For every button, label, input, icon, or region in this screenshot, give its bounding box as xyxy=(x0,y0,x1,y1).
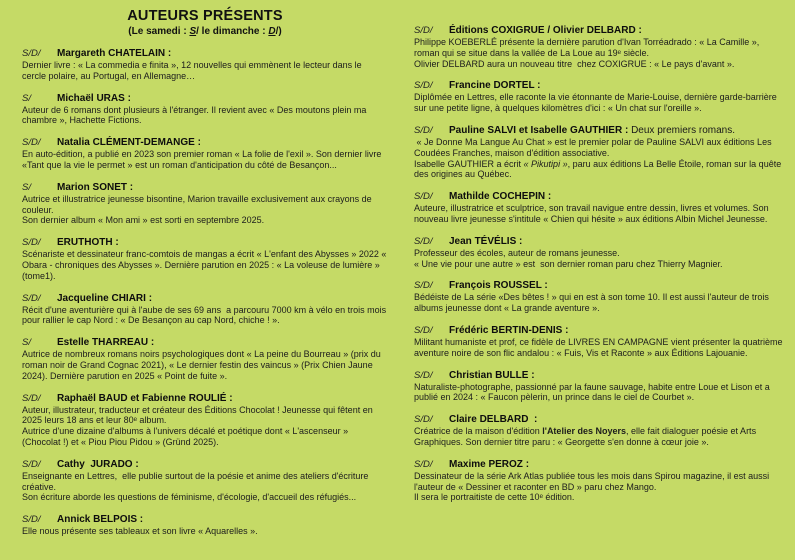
legend-middle: le dimanche : xyxy=(201,26,269,37)
author-entry xyxy=(22,459,388,503)
author-entry xyxy=(22,182,388,226)
author-heading xyxy=(414,25,787,37)
author-description: Bédéiste de La série «Des bêtes ! » qui en est à son tome 10. Il est aussi l'auteur de trois albums jeunesse dont « La grande aventure ». xyxy=(414,292,772,314)
availability-label: S/D/ xyxy=(414,414,433,426)
author-heading xyxy=(22,48,388,60)
author-name: François ROUSSEL : xyxy=(449,280,548,292)
author-heading xyxy=(414,236,787,248)
author-entry xyxy=(414,325,787,359)
availability-label: S/D/ xyxy=(414,369,433,381)
schedule-legend xyxy=(22,26,388,37)
author-description: « Je Donne Ma Langue Au Chat » est le premier polar de Pauline SALVI aux éditions Les Coudées Franches, maison d'édition associative. Isabelle GAUTHIER a écrit « Pikutipi », paru aux éditions La Belle Étoile, roman sur la quête des origines au Québec. xyxy=(414,136,784,180)
author-heading xyxy=(414,80,787,92)
availability-label: S/D/ xyxy=(414,25,433,36)
author-description: Autrice de nombreux romans noirs psychologiques dont « La peine du Bourreau » (prix du roman noir de Grand Cognac 2021), « Le dernier festin des vaincus » (Prix Chien Jaune 2024). Dernière parution en 2025 « Point de fuite ». xyxy=(22,349,384,381)
author-description: Scénariste et dessinateur franc-comtois de mangas a écrit « L'enfant des Abysses » 2022 « Obara - chroniques des Abysses ». Dernière parution en 2025 : « La voleuse de lumière » (tome1). xyxy=(22,249,389,281)
availability-label: S/D/ xyxy=(22,48,41,59)
author-name-suffix: Deux premiers romans. xyxy=(628,124,735,136)
availability-label: S/D/ xyxy=(414,80,433,92)
availability-label: S/ xyxy=(22,337,31,349)
left-column xyxy=(22,8,388,556)
author-description: Professeur des écoles, auteur de romans jeunesse. « Une vie pour une autre » est son dernier roman paru chez Thierry Magnier. xyxy=(414,247,723,269)
author-entry xyxy=(414,280,787,314)
author-name: Cathy JURADO : xyxy=(57,458,139,470)
author-entry xyxy=(414,80,787,114)
availability-label: S/D/ xyxy=(22,137,41,149)
author-name: ERUTHOTH : xyxy=(57,237,119,249)
author-entry xyxy=(414,191,787,225)
author-heading xyxy=(22,337,388,349)
author-heading xyxy=(22,137,388,149)
availability-label: S/D/ xyxy=(414,324,433,336)
author-heading xyxy=(414,414,787,426)
author-description: En auto-édition, a publié en 2023 son premier roman « La folie de l'exil ». Son dernier livre «Tant que la vie le permet » est un roman d'anticipation du côté de Besançon... xyxy=(22,149,384,170)
availability-label: S/ xyxy=(22,181,31,193)
author-description: Auteur de 6 romans dont plusieurs à l'étranger. Il revient avec « Des moutons plein ma chambre », Hachette Fictions. xyxy=(22,104,369,126)
author-heading xyxy=(414,459,787,471)
availability-label: S/D/ xyxy=(22,292,41,304)
author-entry xyxy=(22,337,388,381)
author-name: Éditions COXIGRUE / Olivier DELBARD : xyxy=(449,25,642,36)
legend-sep2: /) xyxy=(275,26,282,37)
author-entry xyxy=(22,93,388,127)
author-name: Margareth CHATELAIN : xyxy=(57,48,172,59)
availability-label: S/ xyxy=(22,92,31,104)
author-heading xyxy=(22,393,388,405)
author-name: Marion SONET : xyxy=(57,181,134,193)
author-heading xyxy=(414,191,787,203)
author-name: Frédéric BERTIN-DENIS : xyxy=(449,324,569,336)
author-description: Militant humaniste et prof, ce fidèle de LIVRES EN CAMPAGNE vient présenter la quatrième aventure noire de son flic andalou : « Fuis, Vis et Raconte » aux Éditions Lajouanie. xyxy=(414,336,786,358)
author-entry xyxy=(22,137,388,171)
author-name: Maxime PEROZ : xyxy=(449,458,530,470)
author-entry xyxy=(414,370,787,404)
author-name: Michaël URAS : xyxy=(57,92,131,104)
author-heading xyxy=(22,293,388,305)
author-description: Auteure, illustratrice et sculptrice, son travail navigue entre dessin, livres et volumes. Son nouveau livre jeunesse s'intitule « Chien qui hésite » aux éditions Albin Michel Jeunesse. xyxy=(414,203,772,224)
availability-label: S/D/ xyxy=(22,514,41,526)
author-entry xyxy=(22,293,388,327)
author-name: Jacqueline CHIARI : xyxy=(57,292,153,304)
legend-sep1: / xyxy=(196,26,202,37)
author-name: Natalia CLÉMENT-DEMANGE : xyxy=(57,137,201,149)
author-heading xyxy=(22,514,388,526)
availability-label: S/D/ xyxy=(22,392,41,404)
legend-prefix: (Le samedi : xyxy=(128,26,190,37)
author-list-left xyxy=(22,48,388,537)
author-description: Diplômée en Lettres, elle raconte la vie étonnante de Marie-Louise, dernière garde-barrière sur une petite ligne, à quelques kilomètres d'ici : « Un chat sur l'oreille ». xyxy=(414,92,780,114)
author-description: Créatrice de la maison d'édition l'Atelier des Noyers, elle fait dialoguer poésie et Arts Graphiques. Son dernier titre paru : « Georgette s'en donne à cœur joie ». xyxy=(414,426,759,447)
author-heading xyxy=(22,182,388,194)
page-title: AUTEURS PRÉSENTS xyxy=(127,8,283,24)
author-heading xyxy=(22,459,388,471)
author-name: Mathilde COCHEPIN : xyxy=(449,191,552,203)
author-list-right xyxy=(414,25,787,503)
availability-label: S/D/ xyxy=(22,458,41,470)
author-description: Elle nous présente ses tableaux et son livre « Aquarelles ». xyxy=(22,526,258,537)
author-name: Pauline SALVI et Isabelle GAUTHIER : xyxy=(449,124,629,136)
author-heading xyxy=(414,280,787,292)
sunday-code: D xyxy=(268,26,276,37)
author-heading xyxy=(22,93,388,105)
author-entry xyxy=(414,25,787,69)
availability-label: S/D/ xyxy=(414,235,433,247)
author-entry xyxy=(22,393,388,448)
author-name: Claire DELBARD : xyxy=(449,414,538,426)
page-header xyxy=(22,8,388,37)
availability-label: S/D/ xyxy=(22,237,41,249)
author-name: Jean TÉVÉLIS : xyxy=(449,235,523,247)
author-description: Récit d'une aventurière qui à l'aube de ses 69 ans a parcouru 7000 km à vélo en trois mois pour rallier le cap Nord : « De Besançon au cap Nord, chiche ! ». xyxy=(22,304,389,326)
author-name: Francine DORTEL : xyxy=(449,80,541,92)
availability-label: S/D/ xyxy=(414,124,433,136)
author-entry xyxy=(22,514,388,537)
author-entry xyxy=(22,237,388,281)
author-entry xyxy=(414,125,787,180)
availability-label: S/D/ xyxy=(414,280,433,292)
availability-label: S/D/ xyxy=(414,458,433,470)
author-description: Philippe KOEBERLÉ présente la dernière parution d'Ivan Torréadrado : « La Camille », roman qui se situe dans la vallée de La Loue au 19ᵉ siècle. Olivier DELBARD aura un nouveau titre chez COXIGRUE : « Le pays d'avant ». xyxy=(414,37,762,69)
author-description: Autrice et illustratrice jeunesse bisontine, Marion travaille exclusivement aux crayons de couleur. Son dernier album « Mon ami » est sorti en septembre 2025. xyxy=(22,193,375,226)
author-entry xyxy=(414,236,787,270)
author-description: Dessinateur de la série Ark Atlas publiée tous les mois dans Spirou magazine, il est aussi l'auteur de « Dessiner et raconter en BD » paru chez Mango. Il sera le portraitiste de cette 10ᵉ édition. xyxy=(414,470,772,503)
availability-label: S/D/ xyxy=(414,191,433,203)
author-heading xyxy=(22,237,388,249)
author-name: Estelle THARREAU : xyxy=(57,337,155,349)
author-description: Enseignante en Lettres, elle publie surtout de la poésie et anime des ateliers d'écriture créative. Son écriture aborde les questions de féminisme, d'écologie, d'accueil des réfugiés... xyxy=(22,470,371,503)
author-name: Raphaël BAUD et Fabienne ROULIÉ : xyxy=(57,392,233,404)
author-description: Dernier livre : « La commedia e finita », 12 nouvelles qui emmènent le lecteur dans le cercle polaire, au Portugal, en Allemagne… xyxy=(22,60,365,81)
author-entry xyxy=(414,459,787,503)
author-heading xyxy=(414,370,787,382)
author-name: Christian BULLE : xyxy=(449,369,535,381)
saturday-code: S xyxy=(189,26,197,37)
author-entry xyxy=(414,414,787,448)
right-column xyxy=(414,8,787,556)
author-entry xyxy=(22,48,388,82)
author-description: Auteur, illustrateur, traducteur et créateur des Éditions Chocolat ! Jeunesse qui fêtent en 2025 leurs 18 ans et leur 80ᵉ album. Autrice d'une dizaine d'albums à l'univers décalé et poétique dont « L'ascenseur » (Chocolat !) et « Piou Piou Pidou » (Gründ 2025). xyxy=(22,404,376,447)
author-name: Annick BELPOIS : xyxy=(57,514,144,526)
author-description: Naturaliste-photographe, passionné par la faune sauvage, habite entre Loue et Lison et a publié en 2024 : « Faucon pèlerin, un prince dans le ciel de Courbet ». xyxy=(414,381,773,403)
author-heading xyxy=(414,125,787,137)
author-heading xyxy=(414,325,787,337)
